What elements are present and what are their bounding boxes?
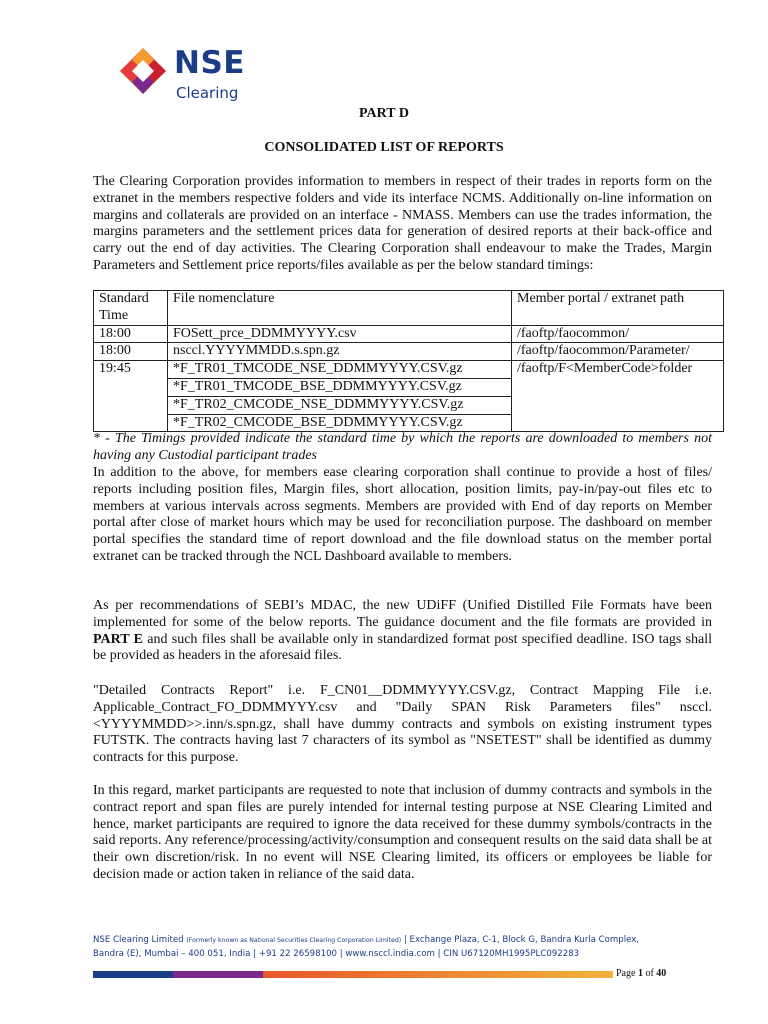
footer-bar-gold [263,971,613,978]
row-file: *F_TR01_TMCODE_NSE_DDMMYYYY.CSV.gz [168,361,512,379]
page-current: 1 [637,968,643,979]
page-total: 40 [656,968,667,979]
footer-address-line-1 [93,934,713,947]
nse-clearing-logo [118,42,268,106]
table-row [94,325,724,343]
table-row [94,361,724,379]
row-file: *F_TR02_CMCODE_NSE_DDMMYYYY.CSV.gz [168,396,512,414]
footer-bar-purple [173,971,263,978]
row-path: /faoftp/F<MemberCode>folder [512,361,724,432]
table-row [94,343,724,361]
page-title: CONSOLIDATED LIST OF REPORTS [264,140,504,155]
row-file: *F_TR02_CMCODE_BSE_DDMMYYYY.CSV.gz [168,414,512,432]
footer-bar-blue [93,971,173,978]
reports-table [93,290,724,432]
udiff-text-after: and such files shall be available only in standardized format post specified deadline. ISO tags shall be provided as headers in the aforesaid files. [93,631,713,664]
row-time: 18:00 [94,325,168,343]
table-header-row [94,291,724,326]
row-path: /faoftp/faocommon/ [512,325,724,343]
page-of: of [645,968,654,979]
paragraph-host-of-files: In addition to the above, for members ease clearing corporation shall continue to provide a host of files/ reports including position files, Margin files, short allocation, position limits, pay-in/pay-out files etc to members at various intervals across segments. Members are provided with End of day reports on Member portal after close of market hours which may be used for reconciliation purpose. The dashboard on member portal specifies the standard time of report download and the file download status on the member portal extranet can be tracked through the NCL Dashboard available to members. [93,465,712,564]
paragraph-dummy-contracts: "Detailed Contracts Report" i.e. F_CN01__DDMMYYYY.CSV.gz, Contract Mapping File i.e. Applicable_Contract_FO_DDMMYYY.csv and "Daily SPAN Risk Parameters files" nsccl.<YYYYMMDD>>.inn/s.spn.gz, shall have dummy contracts and symbols on existing instrument types FUTSTK. The contracts having last 7 characters of its symbol as "NSETEST" shall be identified as dummy contracts for this purpose. [93,683,712,766]
header-standard-time: Standard Time [94,291,168,326]
footer-address-line-2: Bandra (E), Mumbai – 400 051, India | +91 22 26598100 | www.nsccl.india.com | CIN U67120MH1995PLC092283 [93,949,580,959]
footer-company: NSE Clearing Limited [93,935,184,945]
udiff-text-before: As per recommendations of SEBI’s MDAC, the new UDiFF (Unified Distilled File Formats have been implemented for some of the below reports. The guidance document and the file formats are provided in [93,598,712,630]
header-extranet-path: Member portal / extranet path [512,291,724,326]
timings-note: * - The Timings provided indicate the standard time by which the reports are downloaded to members not having any Custodial participant trades [93,431,712,463]
nse-logo-mark-icon [118,46,168,96]
logo-subtitle: Clearing [176,84,239,102]
part-heading: PART D [359,106,409,121]
row-file: *F_TR01_TMCODE_BSE_DDMMYYYY.CSV.gz [168,378,512,396]
row-time: 18:00 [94,343,168,361]
row-file: FOSett_prce_DDMMYYYY.csv [168,325,512,343]
paragraph-market-participants: In this regard, market participants are requested to note that inclusion of dummy contracts and symbols in the contract report and span files are purely intended for internal testing purpose at NSE Clearing Limited and hence, market participants are required to ignore the data received for these dummy symbols/contracts in the said reports. Any reference/processing/activity/consumption and consequent results on the said data shall be at their own discretion/risk. In no event will NSE Clearing limited, its officers or employees be liable for decision made or action taken in reliance of the said data. [93,783,712,882]
footer-formerly: (Formerly known as National Securities Clearing Corporation Limited) [186,937,402,944]
paragraph-udiff [93,598,712,665]
header-file-nomenclature: File nomenclature [168,291,512,326]
row-time: 19:45 [94,361,168,432]
intro-paragraph: The Clearing Corporation provides information to members in respect of their trades in reports form on the extranet in the members respective folders and vide its interface NCMS. Additionally on-line information on margins and collaterals are provided on an interface - NMASS. Members can use the trades information, the margins parameters and the settlement prices data for generation of desired reports at their back-office and carry out the end of day activities. The Clearing Corporation shall endeavour to make the Trades, Margin Parameters and Settlement price reports/files available as per the below standard timings: [93,174,712,273]
part-e-reference: PART E [93,631,143,647]
row-path: /faoftp/faocommon/Parameter/ [512,343,724,361]
logo-name: NSE [174,45,245,81]
page-label: Page [616,968,636,979]
footer-address-1: | Exchange Plaza, C-1, Block G, Bandra Kurla Complex, [403,935,640,945]
page-number [616,968,666,979]
row-file: nsccl.YYYYMMDD.s.spn.gz [168,343,512,361]
